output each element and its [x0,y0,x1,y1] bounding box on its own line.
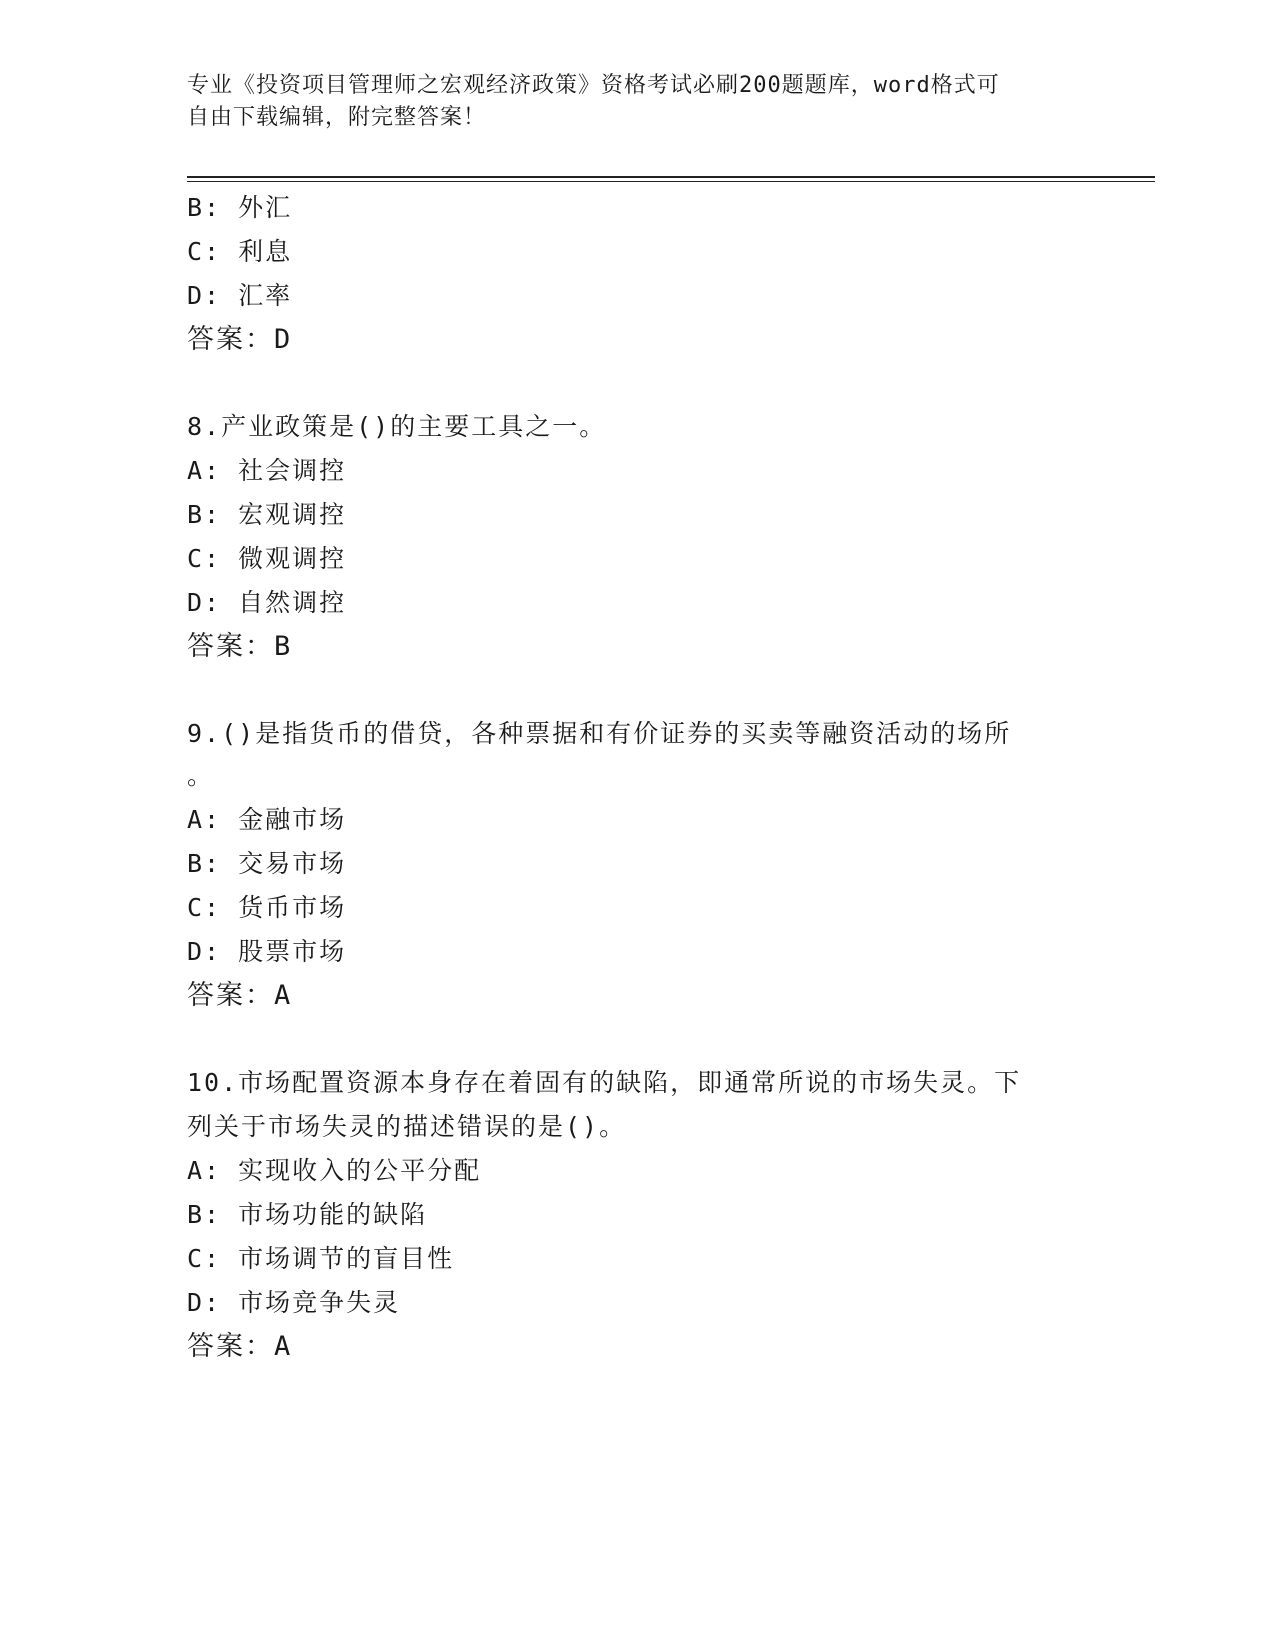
q7-option-b: B: 外汇 [187,193,293,222]
header-divider [187,176,1155,178]
q10-option-d: D: 市场竞争失灵 [187,1288,401,1317]
q10-stem-line-2: 列关于市场失灵的描述错误的是()。 [187,1112,627,1141]
q9-stem-line-2: 。 [187,761,215,790]
q8-stem: 8.产业政策是()的主要工具之一。 [187,412,607,441]
q10-option-a: A: 实现收入的公平分配 [187,1156,482,1185]
q10-option-c: C: 市场调节的盲目性 [187,1244,455,1273]
q8-option-d: D: 自然调控 [187,588,347,617]
q8-option-a: A: 社会调控 [187,456,347,485]
q8-answer: 答案：B [187,631,293,662]
q7-answer: 答案：D [187,324,293,355]
q10-option-b: B: 市场功能的缺陷 [187,1200,428,1229]
q10-stem-line-1: 10.市场配置资源本身存在着固有的缺陷，即通常所说的市场失灵。下 [187,1068,1022,1097]
header-divider-thin [187,181,1155,182]
q9-answer: 答案：A [187,980,293,1011]
q8-option-b: B: 宏观调控 [187,500,347,529]
q10-answer: 答案：A [187,1331,293,1362]
q9-option-b: B: 交易市场 [187,849,347,878]
q9-option-c: C: 货币市场 [187,893,347,922]
q7-option-d: D: 汇率 [187,281,293,310]
q9-stem-line-1: 9.()是指货币的借贷，各种票据和有价证券的买卖等融资活动的场所 [187,719,1012,748]
header-line-2: 自由下载编辑，附完整答案！ [187,105,487,130]
q9-option-a: A: 金融市场 [187,805,347,834]
q9-option-d: D: 股票市场 [187,937,347,966]
header-line-1: 专业《投资项目管理师之宏观经济政策》资格考试必刷200题题库，word格式可 [187,73,1000,98]
document-header [187,70,1067,134]
q7-option-c: C: 利息 [187,237,293,266]
q8-option-c: C: 微观调控 [187,544,347,573]
